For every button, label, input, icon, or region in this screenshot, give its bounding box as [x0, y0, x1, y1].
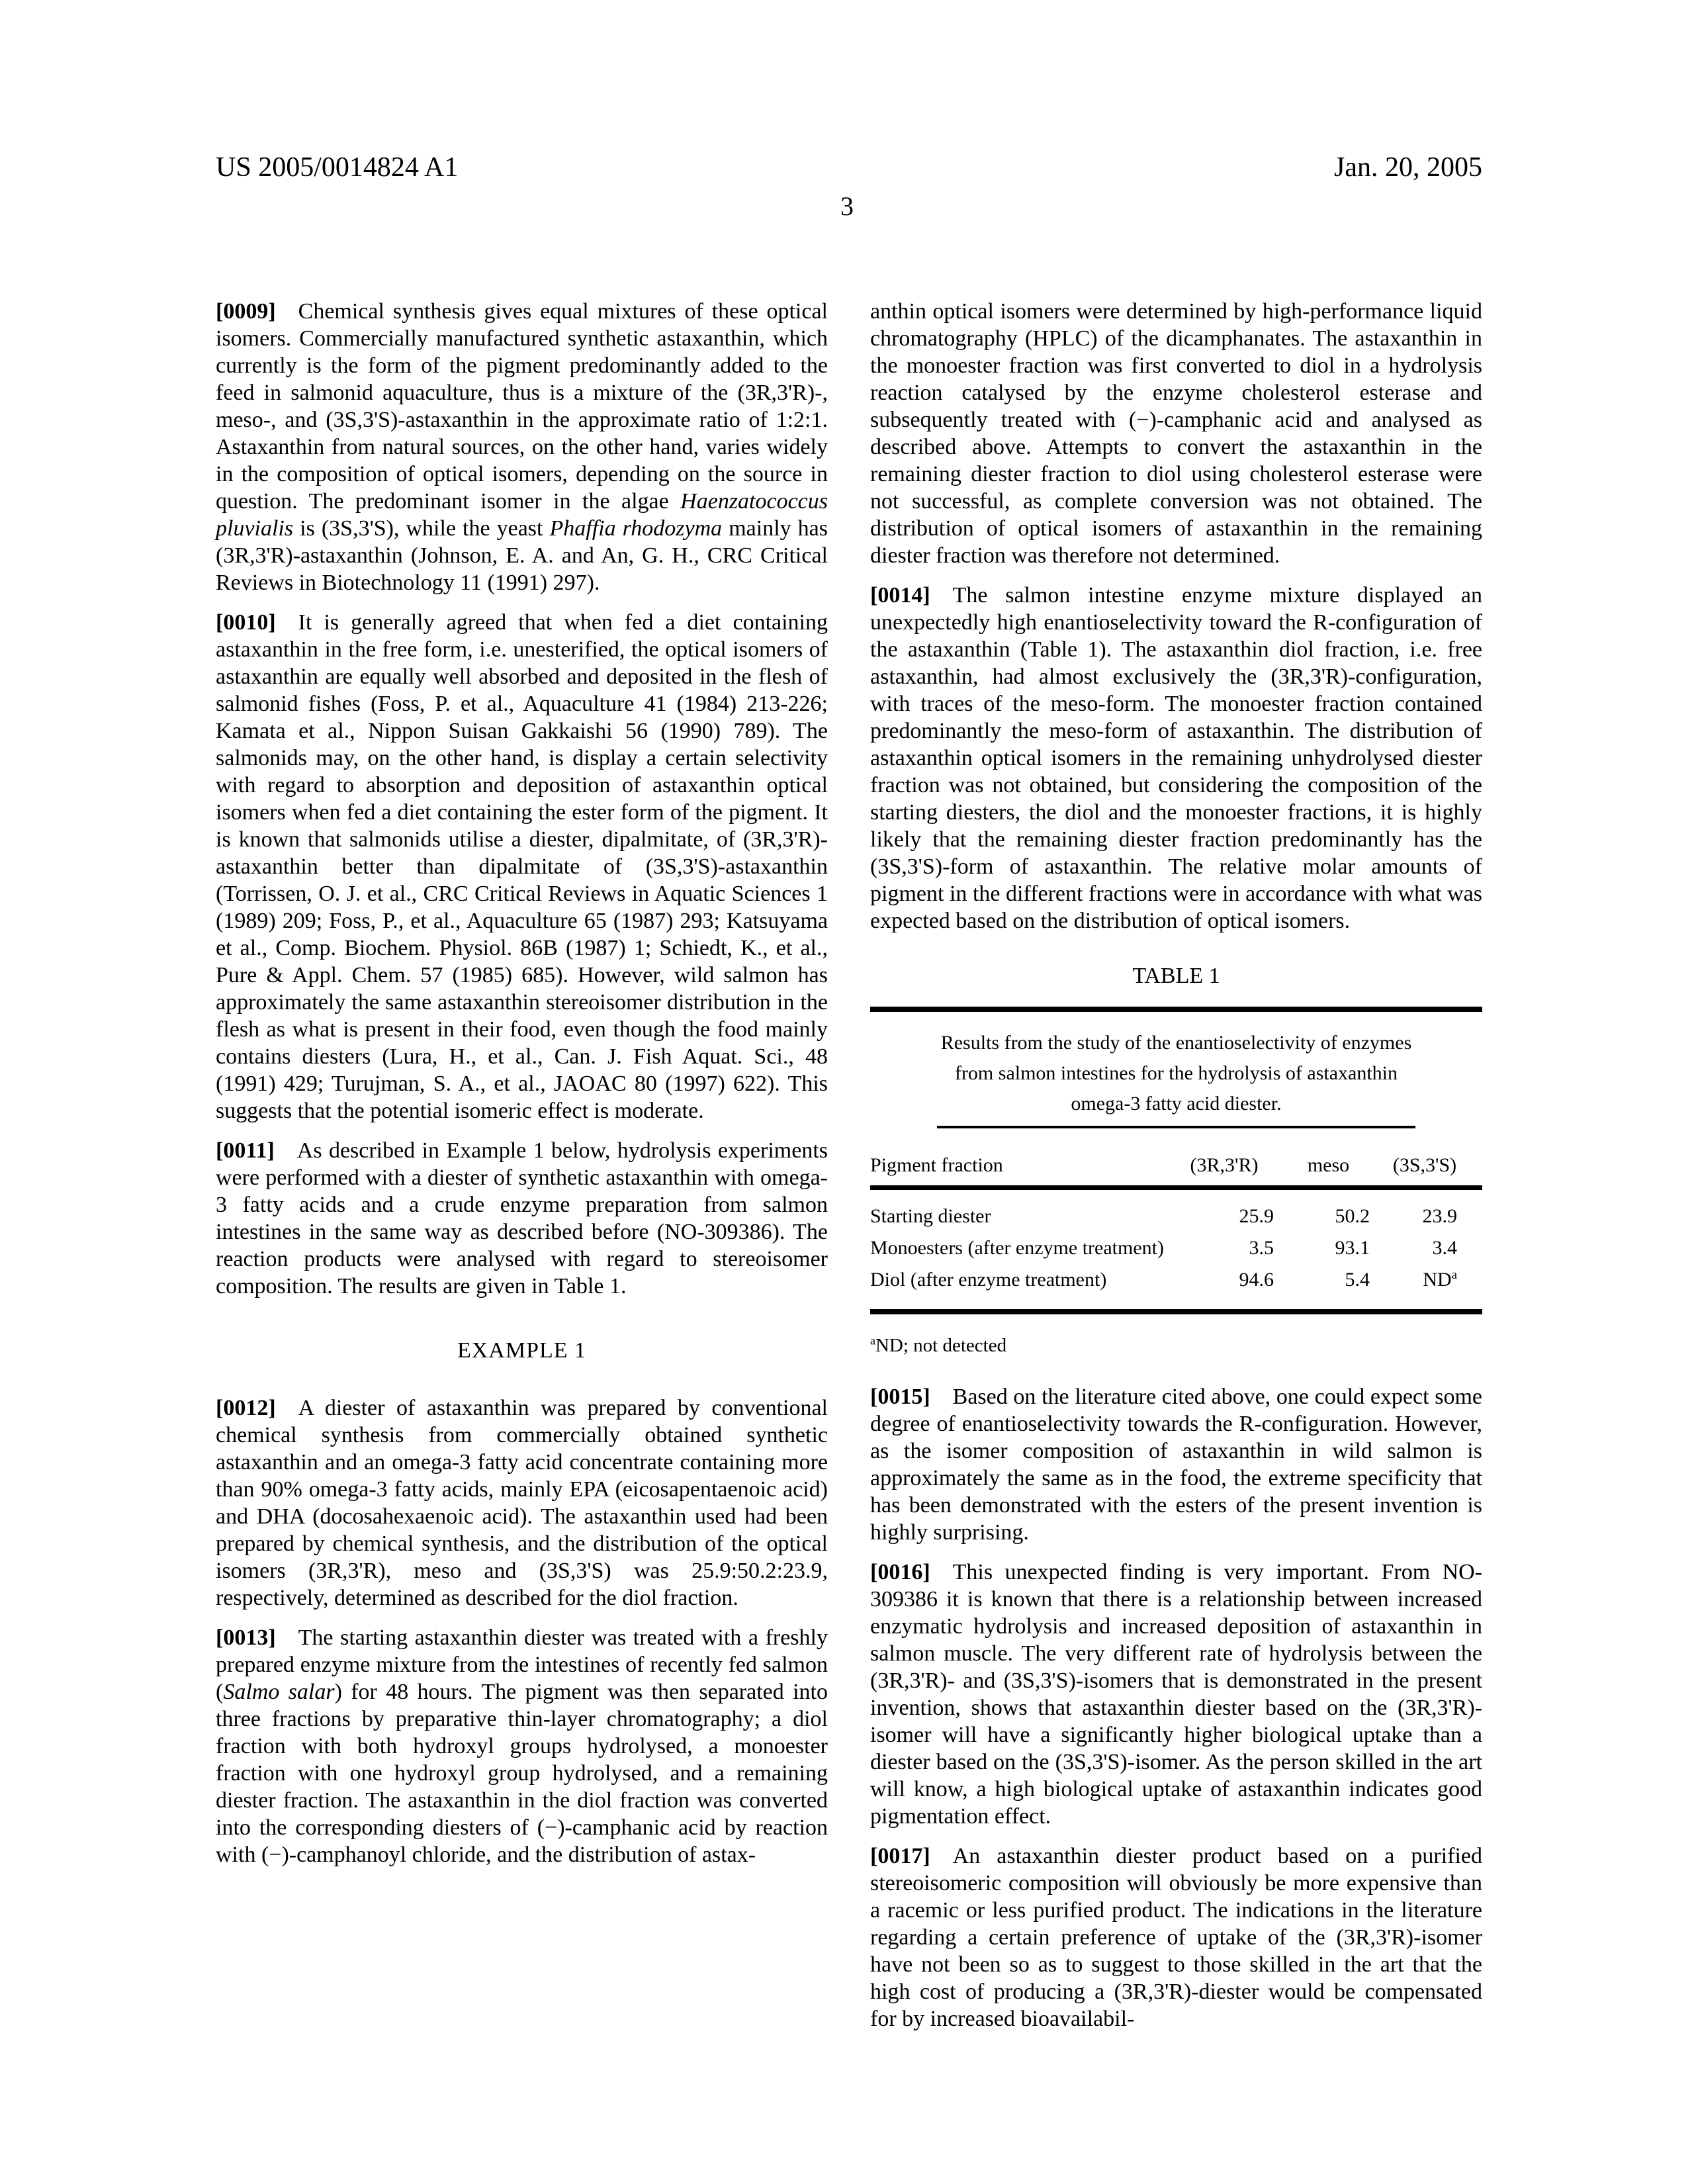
column-header-meso: meso: [1280, 1152, 1376, 1188]
value-meso: 50.2: [1335, 1205, 1370, 1227]
value-3r3r: 3.5: [1249, 1237, 1274, 1259]
row-label: Monoesters (after enzyme treatment): [870, 1237, 1164, 1259]
table-row-monoesters: [870, 1232, 1482, 1264]
footnote-text: ND; not detected: [875, 1335, 1007, 1356]
nd-footnote-marker: a: [1451, 1268, 1457, 1282]
row-label: Starting diester: [870, 1205, 991, 1227]
column-header-3r3r: (3R,3'R): [1168, 1152, 1280, 1188]
table-caption-line-2: from salmon intestines for the hydrolysis of astaxanthin: [954, 1062, 1398, 1084]
table-footnote: [870, 1333, 1482, 1358]
table-caption: [937, 1028, 1416, 1128]
paragraph-0010: [0010] It is generally agreed that when fed a diet containing astaxanthin in the free form, i.e. unesterified, the optical isomers of astaxanthin are equally well absorbed and deposited in the flesh of salmonid fishes (Foss, P. et al., Aquaculture 41 (1984) 213-226; Kamata et al., Nippon Suisan Gakkaishi 56 (1990) 789). The salmonids may, on the other hand, is display a certain selectivity with regard to absorption and deposition of astaxanthin optical isomers when fed a diet containing the ester form of the pigment. It is known that salmonids utilise a diester, dipalmitate, of (3R,3'R)-astaxanthin better than dipalmitate of (3S,3'S)-astaxanthin (Torrissen, O. J. et al., CRC Critical Reviews in Aquatic Sciences 1 (1989) 209; Foss, P., et al., Aquaculture 65 (1987) 293; Katsuyama et al., Comp. Biochem. Physiol. 86B (1987) 1; Schiedt, K., et al., Pure & Appl. Chem. 57 (1985) 685). However, wild salmon has approximately the same astaxanthin stereoisomer distribution in the flesh as what is present in their food, even though the food mainly contains diesters (Lura, H., et al., Can. J. Fish Aquat. Sci., 48 (1991) 429; Turujman, S. A., et al., JAOAC 80 (1997) 622). This suggests that the potential isomeric effect is moderate.: [216, 610, 828, 1123]
text-columns: [0, 298, 1694, 2032]
table-top-rule: [870, 1007, 1482, 1012]
value-meso: 93.1: [1335, 1237, 1370, 1259]
publication-date: Jan. 20, 2005: [1334, 152, 1482, 183]
patent-number: US 2005/0014824 A1: [216, 152, 459, 183]
table-caption-line-3: omega-3 fatty acid diester.: [1071, 1093, 1282, 1115]
paragraph-0011: [0011] As described in Example 1 below, hydrolysis experiments were performed with a diester of synthetic astaxanthin with omega-3 fatty acids and a crude enzyme preparation from salmon intestines in the same way as described before (NO-309386). The reaction products were analysed with regard to stereoisomer composition. The results are given in Table 1.: [216, 1138, 828, 1298]
paragraph-0015: [0015] Based on the literature cited above, one could expect some degree of enantioselectivity towards the R-configuration. However, as the isomer composition of astaxanthin in wild salmon is approximately the same as in the food, the extreme specificity that has been demonstrated with the esters of the present invention is highly surprising.: [870, 1385, 1482, 1545]
table-row-starting-diester: [870, 1188, 1482, 1233]
paragraph-0013: [0013] The starting astaxanthin diester was treated with a freshly prepared enzyme mixture from the intestines of recently fed salmon (Salmo salar) for 48 hours. The pigment was then separated into three fractions by preparative thin-layer chromatography; a diol fraction with both hydroxyl groups hydrolysed, a monoester fraction with one hydroxyl group hydrolysed, and a remaining diester fraction. The astaxanthin in the diol fraction was converted into the corresponding diesters of (−)-camphanic acid by reaction with (−)-camphanoyl chloride, and the distribution of astax-: [216, 1625, 828, 1867]
example-1-heading: EXAMPLE 1: [457, 1338, 587, 1363]
page-header: [0, 0, 1694, 183]
right-column: [870, 298, 1482, 2032]
left-column: [216, 298, 828, 2032]
results-table: [870, 1152, 1482, 1296]
value-3r3r: 94.6: [1239, 1269, 1274, 1291]
table-1-title: TABLE 1: [1132, 964, 1220, 988]
paragraph-0012: [0012] A diester of astaxanthin was prepared by conventional chemical synthesis from commercially obtained synthetic astaxanthin and an omega-3 fatty acid concentrate containing more than 90% omega-3 fatty acids, mainly EPA (eicosapentaenoic acid) and DHA (docosahexaenoic acid). The astaxanthin used had been prepared by chemical synthesis, and the distribution of the optical isomers (3R,3'R), meso and (3S,3'S) was 25.9:50.2:23.9, respectively, determined as described for the diol fraction.: [216, 1396, 828, 1610]
table-header-row: [870, 1152, 1482, 1188]
row-label: Diol (after enzyme treatment): [870, 1269, 1107, 1291]
column-header-pigment-fraction: Pigment fraction: [870, 1152, 1168, 1188]
value-meso: 5.4: [1345, 1269, 1370, 1291]
table-row-diol: [870, 1264, 1482, 1296]
footnote-marker: a: [870, 1334, 875, 1347]
value-3s3s-nd: $ND^a$: [1423, 1268, 1457, 1291]
paragraph-0009: [0009] Chemical synthesis gives equal mixtures of these optical isomers. Commercially manufactured synthetic astaxanthin, which currently is the form of the pigment predominantly added to the feed in salmonid aquaculture, thus is a mixture of the (3R,3'R)-, meso-, and (3S,3'S)-astaxanthin in the approximate ratio of 1:2:1. Astaxanthin from natural sources, on the other hand, varies widely in the composition of optical isomers, depending on the source in question. The predominant isomer in the algae Haenzatococcus pluvialis is (3S,3'S), while the yeast Phaffia rhodozyma mainly has (3R,3'R)-astaxanthin (Johnson, E. A. and An, G. H., CRC Critical Reviews in Biotechnology 11 (1991) 297).: [216, 299, 828, 595]
table-1-block: [870, 962, 1482, 1358]
paragraph-0014: [0014] The salmon intestine enzyme mixture displayed an unexpectedly high enantioselectivity toward the R-configuration of the astaxanthin (Table 1). The astaxanthin diol fraction, i.e. free astaxanthin, had almost exclusively the (3R,3'R)-configuration, with traces of the meso-form. The monoester fraction contained predominantly the meso-form of astaxanthin. The distribution of astaxanthin optical isomers in the remaining unhydrolysed diester fraction was not obtained, but considering the composition of the starting diesters, the diol and the monoester fractions, it is highly likely that the remaining diester fraction predominantly has the (3S,3'S)-form of astaxanthin. The relative molar amounts of pigment in the different fractions were in accordance with what was expected based on the distribution of optical isomers.: [870, 583, 1482, 933]
value-3s3s: 3.4: [1432, 1237, 1457, 1259]
table-caption-wrap: [870, 1028, 1482, 1128]
page-number: 3: [840, 191, 854, 221]
column-header-3s3s: (3S,3'S): [1376, 1152, 1482, 1188]
value-3s3s: 23.9: [1422, 1205, 1457, 1227]
paragraph-continuation: anthin optical isomers were determined by high-performance liquid chromatography (HPLC) of the dicamphanates. The astaxanthin in the monoester fraction was first converted to diol in a hydrolysis reaction catalysed by the enzyme cholesterol esterase and subsequently treated with (−)-camphanic acid and analysed as described above. Attempts to convert the astaxanthin in the remaining diester fraction to diol using cholesterol esterase were not successful, as complete conversion was not obtained. The distribution of optical isomers of astaxanthin in the remaining diester fraction was therefore not determined.: [870, 299, 1482, 568]
table-caption-line-1: Results from the study of the enantioselectivity of enzymes: [940, 1032, 1412, 1054]
value-3r3r: 25.9: [1239, 1205, 1274, 1227]
table-bottom-rule: [870, 1309, 1482, 1314]
paragraph-0017: [0017] An astaxanthin diester product based on a purified stereoisomeric composition will obviously be more expensive than a racemic or less purified product. The indications in the literature regarding a certain preference of uptake of the (3R,3'R)-isomer have not been so as to suggest to those skilled in the art that the high cost of producing a (3R,3'R)-diester would be compensated for by increased bioavailabil-: [870, 1844, 1482, 2031]
paragraph-0016: [0016] This unexpected finding is very important. From NO-309386 it is known that there is a relationship between increased enzymatic hydrolysis and increased deposition of astaxanthin in salmon muscle. The very different rate of hydrolysis between the (3R,3'R)- and (3S,3'S)-isomers that is demonstrated in the present invention, shows that astaxanthin diester based on the (3R,3'R)-isomer will have a significantly higher biological uptake than a diester based on the (3S,3'S)-isomer. As the person skilled in the art will know, a high biological uptake of astaxanthin indicates good pigmentation effect.: [870, 1560, 1482, 1829]
